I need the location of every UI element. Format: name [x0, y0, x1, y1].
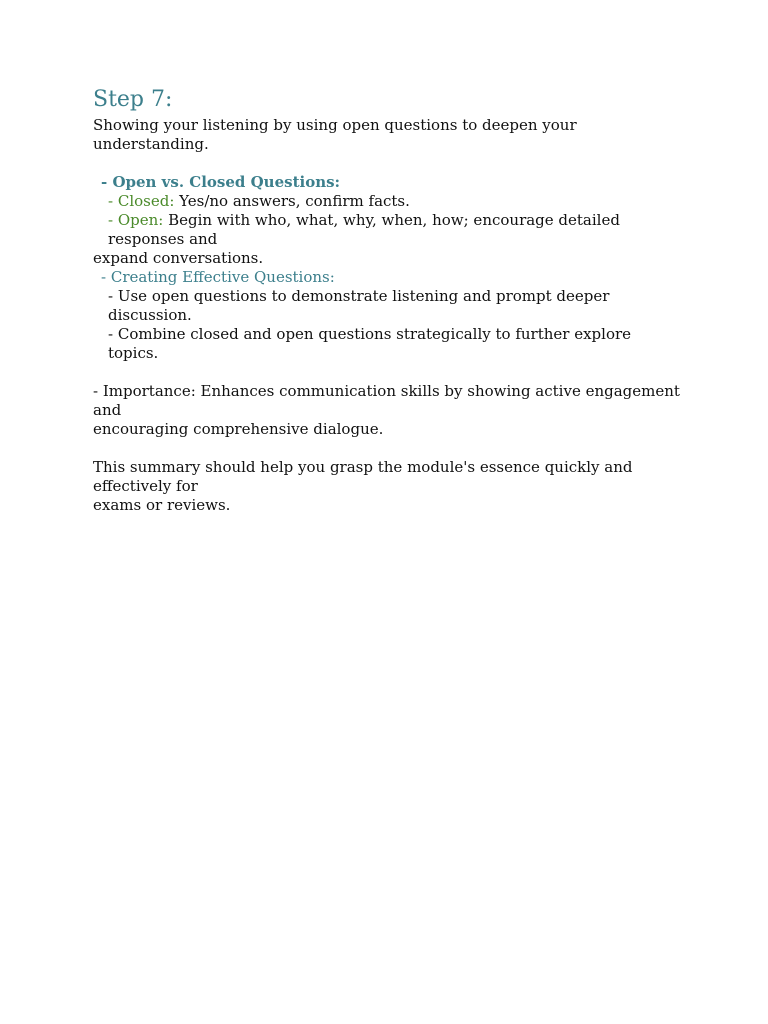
- section-heading-open-closed: - Open vs. Closed Questions:: [101, 173, 341, 191]
- importance-line-1: - Importance: Enhances communication skills by showing active engagement and: [93, 382, 680, 419]
- open-label: - Open:: [108, 211, 164, 229]
- closed-label: - Closed:: [108, 192, 175, 210]
- intro-text: Showing your listening by using open questions to deepen your understanding.: [93, 116, 577, 153]
- open-item: [93, 211, 683, 249]
- summary-line-2: exams or reviews.: [93, 496, 231, 514]
- summary-line-1: This summary should help you grasp the module's essence quickly and effectively for: [93, 458, 633, 495]
- importance-line-2: encouraging comprehensive dialogue.: [93, 420, 384, 438]
- closed-item: [93, 192, 683, 211]
- document-page: [93, 86, 683, 515]
- step-title: Step 7:: [93, 87, 173, 112]
- spacer: [93, 439, 683, 458]
- section-heading-effective-questions: - Creating Effective Questions:: [101, 268, 335, 286]
- closed-text: Yes/no answers, confirm facts.: [174, 192, 410, 210]
- spacer: [93, 154, 683, 173]
- open-item-continued: expand conversations.: [93, 249, 264, 267]
- effective-item-1: - Use open questions to demonstrate listening and prompt deeper discussion.: [108, 287, 610, 324]
- effective-item-2: - Combine closed and open questions strategically to further explore topics.: [108, 325, 632, 362]
- open-text: Begin with who, what, why, when, how; encourage detailed responses and: [108, 211, 620, 248]
- spacer: [93, 363, 683, 382]
